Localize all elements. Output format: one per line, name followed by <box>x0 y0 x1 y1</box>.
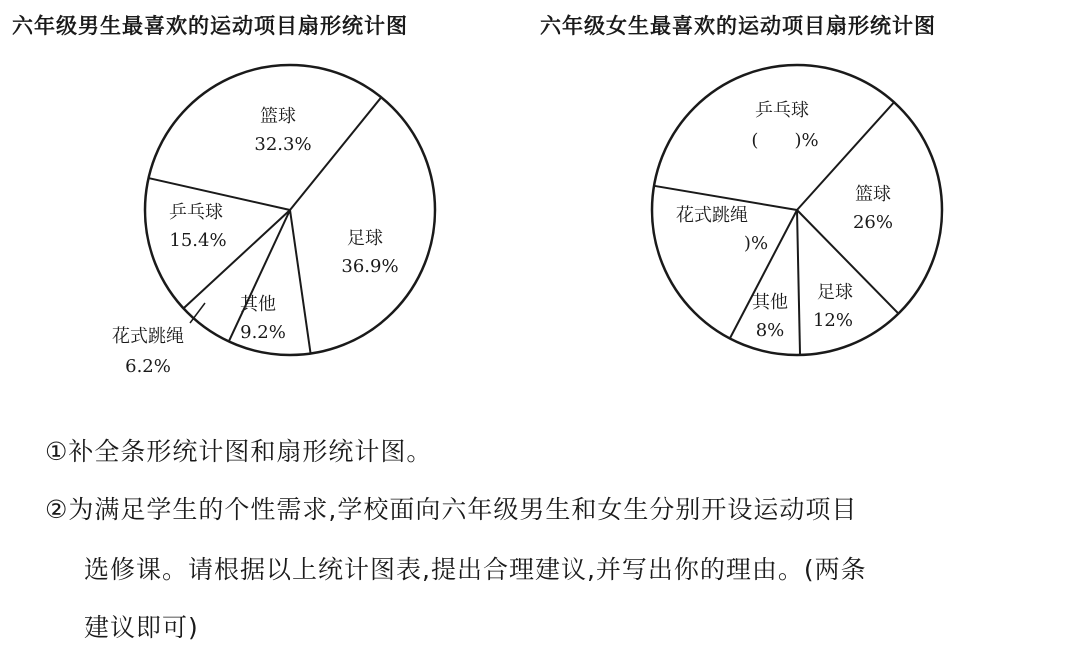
slice-value-label: 8% <box>755 320 785 341</box>
slice-value-label: 32.3% <box>254 134 312 155</box>
slice-name-label: 足球 <box>817 282 853 303</box>
slice-name-label: 篮球 <box>260 106 296 127</box>
slice-name-label: 其他 <box>240 294 276 315</box>
question-2-line-3: 建议即可) <box>84 613 199 642</box>
girls-chart-title: 六年级女生最喜欢的运动项目扇形统计图 <box>540 14 936 38</box>
slice-value-label: 15.4% <box>169 230 227 251</box>
slice-name-label: 足球 <box>347 228 383 249</box>
slice-value-label: 26% <box>852 212 894 233</box>
slice-name-label: 乒乓球 <box>755 100 809 121</box>
slice-name-label: 花式跳绳 <box>112 326 184 347</box>
slice-name-label: 乒乓球 <box>169 202 223 223</box>
slice-value-label: ( )% <box>751 130 819 151</box>
boys-chart-title: 六年级男生最喜欢的运动项目扇形统计图 <box>12 14 408 38</box>
question-2-line-1: ②为满足学生的个性需求,学校面向六年级男生和女生分别开设运动项目 <box>45 495 858 524</box>
slice-value-label: 12% <box>812 310 854 331</box>
slice-value-label: 6.2% <box>125 356 171 377</box>
question-1: ①补全条形统计图和扇形统计图。 <box>45 437 433 466</box>
slice-name-label: 其他 <box>752 292 788 313</box>
slice-name-label: 花式跳绳 <box>676 205 748 226</box>
slice-value-label: )% <box>743 233 769 254</box>
slice-value-label: 9.2% <box>240 322 286 343</box>
slice-value-label: 36.9% <box>341 256 399 277</box>
slice-name-label: 篮球 <box>855 184 891 205</box>
question-2-line-2: 选修课。请根据以上统计图表,提出合理建议,并写出你的理由。(两条 <box>84 555 867 584</box>
